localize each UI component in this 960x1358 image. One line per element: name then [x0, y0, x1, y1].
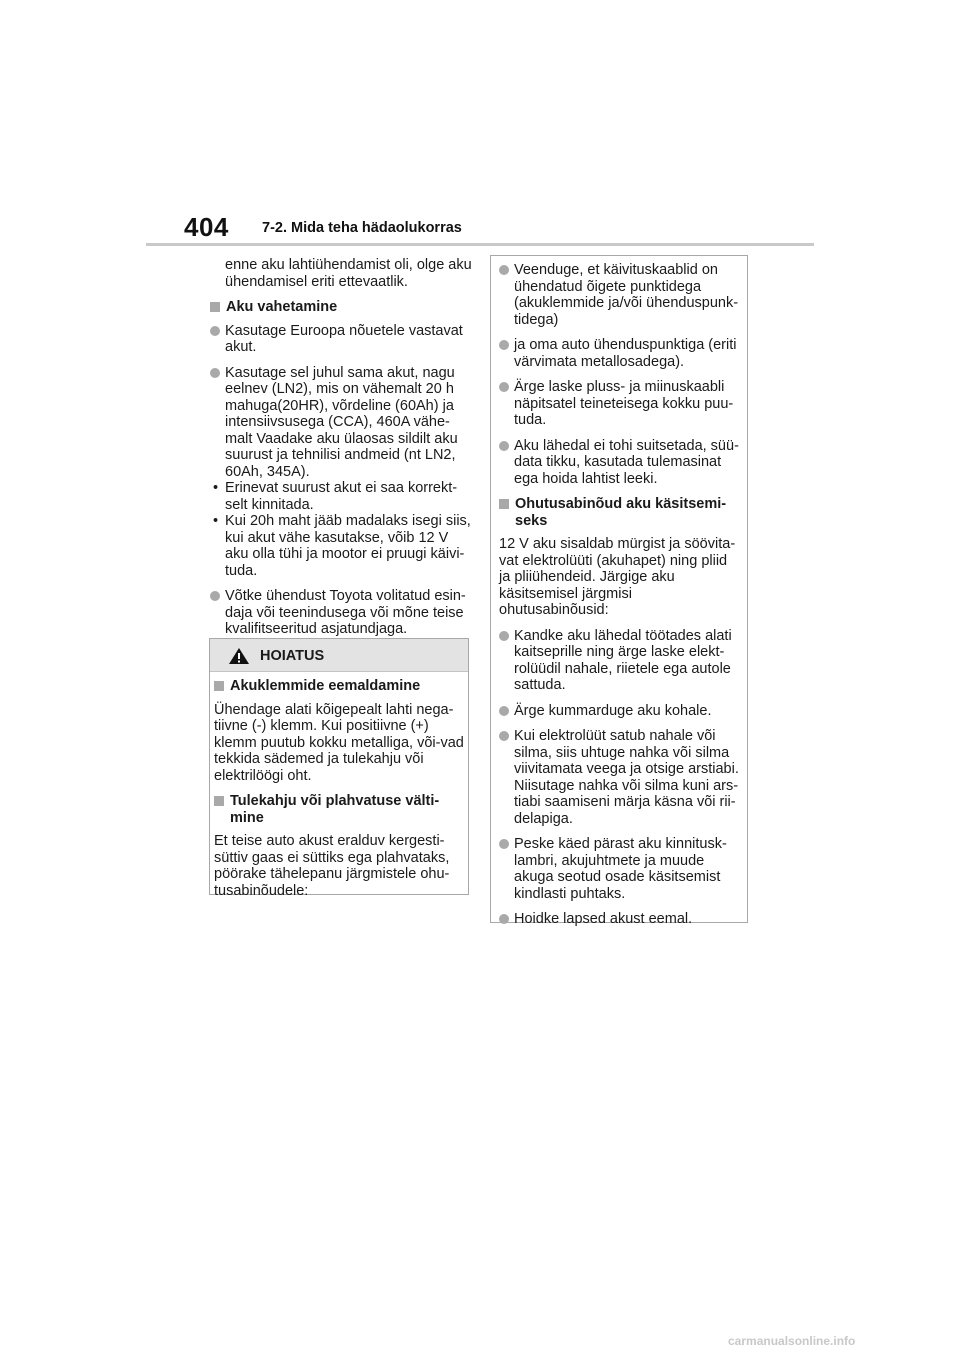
square-bullet-icon: [214, 681, 224, 691]
heading-terminal-removal: [214, 678, 464, 695]
list-item: [499, 379, 739, 429]
warning-label: HOIATUS: [260, 648, 325, 664]
round-bullet-icon: [499, 839, 509, 849]
page-number: 404: [184, 212, 229, 242]
header-rule: [146, 243, 814, 246]
list-item-text: Kandke aku lähedal töötades alati kaitseprille ning ärge laske elekt-rolüüdil nahale, riietele ega autole sattuda.: [514, 627, 732, 693]
intro-text: enne aku lahtiühendamist oli, olge aku ühendamisel eriti ettevaatlik.: [225, 257, 472, 290]
round-bullet-icon: [499, 340, 509, 350]
heading-battery-safety: [499, 496, 739, 529]
left-column: [210, 257, 472, 647]
list-item: [499, 728, 739, 827]
list-item: [499, 911, 739, 928]
list-item: [499, 262, 739, 328]
watermark: carmanualsonline.info: [728, 1334, 856, 1348]
round-bullet-icon: [210, 326, 220, 336]
list-item: [210, 588, 472, 638]
list-item-text: Aku lähedal ei tohi suitsetada, süü-data tikku, kasutada tulemasinat ega hoida lahtist leeki.: [514, 437, 739, 487]
heading-text: Akuklemmide eemaldamine: [230, 678, 421, 694]
list-item-text: Hoidke lapsed akust eemal.: [514, 911, 693, 927]
list-item: [210, 323, 472, 356]
list-item: [210, 365, 472, 481]
list-item-text: Veenduge, et käivituskaablid on ühendatud õigete punktidega (akuklemmide ja/või ühenduspunk-tidega): [514, 262, 739, 328]
list-item: [499, 337, 739, 370]
round-bullet-icon: [499, 265, 509, 275]
heading-fire-prevention: [214, 793, 464, 826]
list-item-text: Ärge kummarduge aku kohale.: [514, 702, 712, 719]
section-title: 7-2. Mida teha hädaolukorras: [262, 220, 462, 236]
warning-text: Ühendage alati kõigepealt lahti nega-tiivne (-) klemm. Kui positiivne (+) klemm puutub kokku metalliga, või-vad tekkida sädemed ja tulekahju või elektrilöögi oht.: [214, 701, 464, 784]
heading-battery-replacement: [210, 299, 472, 316]
warning-body: [210, 672, 468, 899]
sub-item-text: Kui 20h maht jääb madalaks isegi siis, kui akut vähe kasutakse, võib 12 V aku olla tühi ja mootor ei pruugi käivi-tuda.: [225, 513, 471, 579]
heading-text: Aku vahetamine: [226, 299, 338, 315]
list-item-text: Kasutage Euroopa nõuetele vastavat akut.: [225, 322, 463, 355]
warning-triangle-icon: [228, 647, 250, 670]
warning-text: Et teise auto akust eralduv kergesti-süttiv gaas ei süttiks ega plahvataks, pöörake tähelepanu järgmistele ohu-tusabinõudele:: [214, 833, 450, 899]
safety-intro-text: 12 V aku sisaldab mürgist ja söövita-vat elektrolüüti (akuhapet) ning pliid ja pliiühendeid. Järgige aku käsitsemisel järgmisi ohutusabinõusid:: [499, 536, 736, 618]
list-item: [499, 438, 739, 488]
round-bullet-icon: [499, 441, 509, 451]
warning-box: [209, 638, 469, 899]
heading-text: Ohutusabinõud aku käsitsemi-seks: [515, 496, 727, 529]
heading-text: Tulekahju või plahvatuse välti-mine: [230, 793, 440, 826]
list-item-text: Ärge laske pluss- ja miinuskaabli näpitsatel teineteisega kokku puu-tuda.: [514, 379, 734, 428]
list-item: [499, 836, 739, 902]
list-item-text: Kasutage sel juhul sama akut, nagu eelnev (LN2), mis on vähemalt 20 h mahuga(20HR), võrdeline (60Ah) ja intensiivsusega (CCA), 460A vähe-malt Vaadake aku ülaosas sildilt aku suurust ja tehnilisi andmeid (nt LN2, 60Ah, 345A).: [225, 364, 458, 480]
sub-list: [210, 480, 472, 579]
round-bullet-icon: [499, 631, 509, 641]
square-bullet-icon: [210, 302, 220, 312]
sub-item-text: Erinevat suurust akut ei saa korrekt-selt kinnitada.: [225, 480, 458, 513]
round-bullet-icon: [210, 591, 220, 601]
list-item-text: Peske käed pärast aku kinnitusk-lambri, akujuhtmete ja muude akuga seotud osade käsitsemist kindlasti puhtaks.: [514, 836, 727, 902]
list-item: [499, 628, 739, 694]
sub-list-item: [210, 513, 472, 579]
round-bullet-icon: [210, 368, 220, 378]
round-bullet-icon: [499, 914, 509, 924]
sub-list-item: [210, 480, 472, 513]
right-column-box: [490, 255, 748, 927]
dot-marker: •: [213, 480, 219, 496]
round-bullet-icon: [499, 382, 509, 392]
round-bullet-icon: [499, 731, 509, 741]
square-bullet-icon: [214, 796, 224, 806]
warning-header: [210, 639, 468, 672]
list-item-text: ja oma auto ühenduspunktiga (eriti värvimata metallosadega).: [514, 337, 737, 370]
dot-marker: •: [213, 513, 219, 529]
list-item-text: Kui elektrolüüt satub nahale või silma, siis uhtuge nahka või silma viivitamata veega ja otsige arstiabi. Niisutage nahka või silma kuni ars-tiabi saamiseni märja käsna või rii-delapiga.: [514, 728, 739, 827]
list-item-text: Võtke ühendust Toyota volitatud esin-daja või teenindusega või mõne teise kvalifitseeritud asjatundjaga.: [225, 588, 466, 637]
round-bullet-icon: [499, 706, 509, 716]
list-item: [499, 703, 739, 720]
square-bullet-icon: [499, 499, 509, 509]
